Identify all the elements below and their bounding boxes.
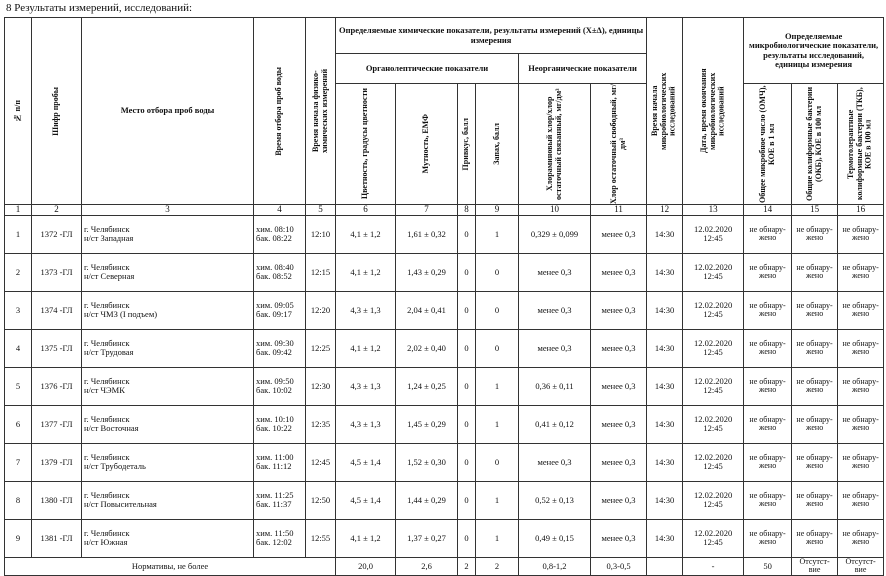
omch-value: не обнару-жено: [749, 529, 786, 547]
row-index: 8: [15, 494, 21, 505]
header-micro-start: Время начала микробиологических исследований: [647, 18, 683, 205]
micro-end-time: 12:45: [703, 233, 723, 244]
sample-city: г. Челябинск: [84, 376, 130, 387]
okb-value: не обнару-жено: [796, 453, 833, 471]
color-value: 4,1 ± 1,2: [350, 532, 381, 543]
sample-city: г. Челябинск: [84, 452, 130, 463]
micro-end-time: 12:45: [703, 499, 723, 510]
sample-code: 1381 -ГЛ: [40, 532, 73, 543]
sample-time-bac: бак. 10:22: [256, 423, 292, 434]
chlor-free-value: менее 0,3: [601, 266, 636, 277]
chem-start-time: 12:25: [310, 342, 331, 353]
color-value: 4,5 ± 1,4: [350, 456, 381, 467]
micro-start-time: 14:30: [654, 418, 675, 429]
micro-start-time: 14:30: [654, 494, 675, 505]
turbidity-value: 2,04 ± 0,41: [407, 304, 446, 315]
sample-station: н/ст Трубодеталь: [84, 461, 146, 472]
norms-row: [5, 557, 884, 575]
header-inorg-group: Неорганические показатели: [519, 54, 647, 84]
norm-odor: 2: [476, 557, 519, 575]
micro-end-date: 12.02.2020: [693, 224, 733, 235]
chlor-bound-value: менее 0,3: [537, 456, 572, 467]
tkb-value: не обнару-жено: [842, 415, 879, 433]
sample-city: г. Челябинск: [84, 338, 130, 349]
column-number: 5: [306, 205, 336, 216]
sample-city: г. Челябинск: [84, 224, 130, 235]
micro-end-date: 12.02.2020: [693, 490, 733, 501]
norm-color: 20,0: [336, 557, 396, 575]
chem-start-time: 12:55: [310, 532, 331, 543]
taste-value: 0: [464, 266, 469, 277]
header-odor: Запах, балл: [476, 84, 519, 205]
micro-start-time: 14:30: [654, 380, 675, 391]
sample-time-chem: хим. 11:00: [256, 452, 294, 463]
omch-value: не обнару-жено: [749, 339, 786, 357]
sample-time-bac: бак. 11:12: [256, 461, 292, 472]
norm-micro-start: [647, 557, 683, 575]
sample-station: н/ст Восточная: [84, 423, 139, 434]
taste-value: 0: [464, 342, 469, 353]
header-micro-end: Дата, время окончания микробиологических исследований: [683, 18, 744, 205]
norm-micro-end: -: [683, 557, 744, 575]
chlor-bound-value: менее 0,3: [537, 342, 572, 353]
header-idx: № п/п: [5, 18, 32, 205]
taste-value: 0: [464, 304, 469, 315]
column-number: 8: [458, 205, 476, 216]
results-table: [4, 17, 884, 576]
turbidity-value: 1,24 ± 0,25: [407, 380, 446, 391]
header-color: Цветность, градусы цветности: [336, 84, 396, 205]
micro-end-time: 12:45: [703, 347, 723, 358]
sample-time-bac: бак. 12:02: [256, 537, 292, 548]
odor-value: 1: [494, 532, 500, 543]
turbidity-value: 1,52 ± 0,30: [407, 456, 446, 467]
column-number: 1: [5, 205, 32, 216]
column-number: 14: [744, 205, 792, 216]
table-row: [5, 481, 884, 519]
column-number: 13: [683, 205, 744, 216]
sample-time-chem: хим. 08:40: [256, 262, 294, 273]
header-chlor-bound: Хлораминовый хлор/хлор остаточный связанный, мг/дм³: [519, 84, 591, 205]
row-index: 7: [15, 456, 21, 467]
sample-code: 1379 -ГЛ: [40, 456, 73, 467]
header-omch: Общее микробное число (ОМЧ), КОЕ в 1 мл: [744, 84, 792, 205]
taste-value: 0: [464, 228, 469, 239]
header-organo-group: Органолептические показатели: [336, 54, 519, 84]
sample-city: г. Челябинск: [84, 414, 130, 425]
micro-end-date: 12.02.2020: [693, 262, 733, 273]
row-index: 2: [15, 266, 21, 277]
color-value: 4,1 ± 1,2: [350, 228, 381, 239]
chlor-bound-value: 0,49 ± 0,15: [535, 532, 574, 543]
color-value: 4,1 ± 1,2: [350, 342, 381, 353]
omch-value: не обнару-жено: [749, 225, 786, 243]
column-number: 12: [647, 205, 683, 216]
omch-value: не обнару-жено: [749, 377, 786, 395]
micro-start-time: 14:30: [654, 342, 675, 353]
micro-end-time: 12:45: [703, 461, 723, 472]
micro-start-time: 14:30: [654, 304, 675, 315]
chlor-free-value: менее 0,3: [601, 418, 636, 429]
chlor-bound-value: 0,41 ± 0,12: [535, 418, 574, 429]
column-number: 9: [476, 205, 519, 216]
micro-end-date: 12.02.2020: [693, 300, 733, 311]
taste-value: 0: [464, 494, 469, 505]
sample-code: 1372 -ГЛ: [40, 228, 73, 239]
norm-chlor-free: 0,3-0,5: [591, 557, 647, 575]
column-number: 7: [396, 205, 458, 216]
column-number: 4: [254, 205, 306, 216]
color-value: 4,3 ± 1,3: [350, 418, 381, 429]
turbidity-value: 1,43 ± 0,29: [407, 266, 446, 277]
sample-time-chem: хим. 08:10: [256, 224, 294, 235]
header-okb: Общие колиформные бактерии (ОКБ), КОЕ в 100 мл: [792, 84, 838, 205]
sample-time-chem: хим. 11:25: [256, 490, 294, 501]
micro-end-date: 12.02.2020: [693, 528, 733, 539]
turbidity-value: 1,45 ± 0,29: [407, 418, 446, 429]
sample-time-chem: хим. 11:50: [256, 528, 294, 539]
okb-value: не обнару-жено: [796, 263, 833, 281]
sample-time-bac: бак. 11:37: [256, 499, 292, 510]
tkb-value: не обнару-жено: [842, 301, 879, 319]
taste-value: 0: [464, 418, 469, 429]
sample-station: н/ст Трудовая: [84, 347, 134, 358]
sample-time-bac: бак. 09:42: [256, 347, 292, 358]
header-micro-group: Определяемые микробиологические показатели, результаты исследований, единицы измерения: [744, 18, 884, 84]
column-number: 2: [32, 205, 82, 216]
sample-code: 1376 -ГЛ: [40, 380, 73, 391]
omch-value: не обнару-жено: [749, 453, 786, 471]
tkb-value: не обнару-жено: [842, 263, 879, 281]
norm-tkb: Отсутст-вие: [838, 557, 884, 575]
norm-turbidity: 2,6: [396, 557, 458, 575]
tkb-value: не обнару-жено: [842, 339, 879, 357]
header-sample-time: Время отбора проб воды: [254, 18, 306, 205]
chem-start-time: 12:30: [310, 380, 331, 391]
header-chem-group: Определяемые химические показатели, результаты измерений (Х±Δ), единицы измерения: [336, 18, 647, 54]
color-value: 4,5 ± 1,4: [350, 494, 381, 505]
tkb-value: не обнару-жено: [842, 529, 879, 547]
turbidity-value: 1,44 ± 0,29: [407, 494, 446, 505]
okb-value: не обнару-жено: [796, 339, 833, 357]
chem-start-time: 12:20: [310, 304, 331, 315]
okb-value: не обнару-жено: [796, 225, 833, 243]
row-index: 9: [15, 532, 21, 543]
header-code: Шифр пробы: [32, 18, 82, 205]
tkb-value: не обнару-жено: [842, 225, 879, 243]
sample-station: н/ст Южная: [84, 537, 128, 548]
header-chem-start: Время начала физико- химических измерений: [306, 18, 336, 205]
micro-end-time: 12:45: [703, 423, 723, 434]
chem-start-time: 12:10: [310, 228, 331, 239]
chlor-bound-value: 0,329 ± 0,099: [530, 228, 579, 239]
micro-end-time: 12:45: [703, 271, 723, 282]
omch-value: не обнару-жено: [749, 263, 786, 281]
okb-value: не обнару-жено: [796, 529, 833, 547]
odor-value: 0: [494, 456, 500, 467]
sample-time-chem: хим. 09:30: [256, 338, 294, 349]
norm-okb: Отсутст-вие: [792, 557, 838, 575]
micro-start-time: 14:30: [654, 228, 675, 239]
chlor-free-value: менее 0,3: [601, 456, 636, 467]
column-number: 16: [838, 205, 884, 216]
chlor-bound-value: менее 0,3: [537, 304, 572, 315]
taste-value: 0: [464, 380, 469, 391]
sample-code: 1373 -ГЛ: [40, 266, 73, 277]
tkb-value: не обнару-жено: [842, 377, 879, 395]
column-number: 6: [336, 205, 396, 216]
micro-start-time: 14:30: [654, 532, 675, 543]
turbidity-value: 1,37 ± 0,27: [407, 532, 446, 543]
micro-end-time: 12:45: [703, 537, 723, 548]
table-row: [5, 215, 884, 253]
column-number: 3: [82, 205, 254, 216]
chlor-free-value: менее 0,3: [601, 380, 636, 391]
table-row: [5, 253, 884, 291]
sample-city: г. Челябинск: [84, 490, 130, 501]
color-value: 4,3 ± 1,3: [350, 380, 381, 391]
chlor-free-value: менее 0,3: [601, 532, 636, 543]
micro-end-time: 12:45: [703, 385, 723, 396]
sample-station: н/ст ЧМЗ (I подъем): [84, 309, 158, 320]
turbidity-value: 2,02 ± 0,40: [407, 342, 446, 353]
sample-station: н/ст Северная: [84, 271, 135, 282]
okb-value: не обнару-жено: [796, 301, 833, 319]
sample-station: н/ст Повысительная: [84, 499, 157, 510]
okb-value: не обнару-жено: [796, 377, 833, 395]
column-number: 15: [792, 205, 838, 216]
chlor-bound-value: 0,52 ± 0,13: [535, 494, 574, 505]
chlor-bound-value: 0,36 ± 0,11: [535, 380, 574, 391]
table-row: [5, 519, 884, 557]
chem-start-time: 12:15: [310, 266, 331, 277]
odor-value: 1: [494, 494, 500, 505]
micro-end-date: 12.02.2020: [693, 414, 733, 425]
odor-value: 1: [494, 380, 500, 391]
tkb-value: не обнару-жено: [842, 453, 879, 471]
odor-value: 0: [494, 342, 500, 353]
tkb-value: не обнару-жено: [842, 491, 879, 509]
chlor-free-value: менее 0,3: [601, 304, 636, 315]
micro-start-time: 14:30: [654, 266, 675, 277]
chem-start-time: 12:35: [310, 418, 331, 429]
sample-time-bac: бак. 08:22: [256, 233, 292, 244]
header-turbidity: Мутность, ЕМФ: [396, 84, 458, 205]
row-index: 4: [15, 342, 21, 353]
table-row: [5, 291, 884, 329]
norm-omch: 50: [744, 557, 792, 575]
sample-time-bac: бак. 10:02: [256, 385, 292, 396]
sample-code: 1375 -ГЛ: [40, 342, 73, 353]
sample-time-chem: хим. 09:50: [256, 376, 294, 387]
table-row: [5, 367, 884, 405]
sample-city: г. Челябинск: [84, 300, 130, 311]
section-title: 8 Результаты измерений, исследований:: [6, 2, 193, 14]
header-tkb: Термотолерантные колиформные бактерии (ТКБ), КОЕ в 100 мл: [838, 84, 884, 205]
sample-city: г. Челябинск: [84, 528, 130, 539]
taste-value: 0: [464, 532, 469, 543]
chlor-free-value: менее 0,3: [601, 342, 636, 353]
color-value: 4,1 ± 1,2: [350, 266, 381, 277]
table-row: [5, 405, 884, 443]
sample-time-chem: хим. 09:05: [256, 300, 294, 311]
header-place: Место отбора проб воды: [82, 18, 254, 205]
sample-code: 1377 -ГЛ: [40, 418, 73, 429]
chem-start-time: 12:45: [310, 456, 331, 467]
omch-value: не обнару-жено: [749, 491, 786, 509]
norm-taste: 2: [458, 557, 476, 575]
micro-end-date: 12.02.2020: [693, 338, 733, 349]
okb-value: не обнару-жено: [796, 415, 833, 433]
sample-city: г. Челябинск: [84, 262, 130, 273]
sample-code: 1374 -ГЛ: [40, 304, 73, 315]
okb-value: не обнару-жено: [796, 491, 833, 509]
micro-end-time: 12:45: [703, 309, 723, 320]
sample-station: н/ст ЧЭМК: [84, 385, 125, 396]
column-numbers-row: [5, 205, 884, 216]
header-taste: Привкус, балл: [458, 84, 476, 205]
omch-value: не обнару-жено: [749, 301, 786, 319]
sample-code: 1380 -ГЛ: [40, 494, 73, 505]
table-row: [5, 443, 884, 481]
row-index: 1: [15, 228, 21, 239]
chlor-free-value: менее 0,3: [601, 228, 636, 239]
norm-chlor-bound: 0,8-1,2: [519, 557, 591, 575]
micro-end-date: 12.02.2020: [693, 376, 733, 387]
sample-time-bac: бак. 09:17: [256, 309, 292, 320]
micro-end-date: 12.02.2020: [693, 452, 733, 463]
row-index: 6: [15, 418, 21, 429]
chlor-bound-value: менее 0,3: [537, 266, 572, 277]
sample-station: н/ст Западная: [84, 233, 134, 244]
header-chlor-free: Хлор остаточный свободный, мг/дм³: [591, 84, 647, 205]
micro-start-time: 14:30: [654, 456, 675, 467]
taste-value: 0: [464, 456, 469, 467]
row-index: 3: [15, 304, 21, 315]
odor-value: 1: [494, 228, 500, 239]
odor-value: 0: [494, 304, 500, 315]
column-number: 10: [519, 205, 591, 216]
chem-start-time: 12:50: [310, 494, 331, 505]
norms-label: Нормативы, не более: [5, 557, 336, 575]
color-value: 4,3 ± 1,3: [350, 304, 381, 315]
sample-time-chem: хим. 10:10: [256, 414, 294, 425]
chlor-free-value: менее 0,3: [601, 494, 636, 505]
row-index: 5: [15, 380, 21, 391]
column-number: 11: [591, 205, 647, 216]
omch-value: не обнару-жено: [749, 415, 786, 433]
odor-value: 0: [494, 266, 500, 277]
sample-time-bac: бак. 08:52: [256, 271, 292, 282]
odor-value: 1: [494, 418, 500, 429]
turbidity-value: 1,61 ± 0,32: [407, 228, 446, 239]
table-row: [5, 329, 884, 367]
